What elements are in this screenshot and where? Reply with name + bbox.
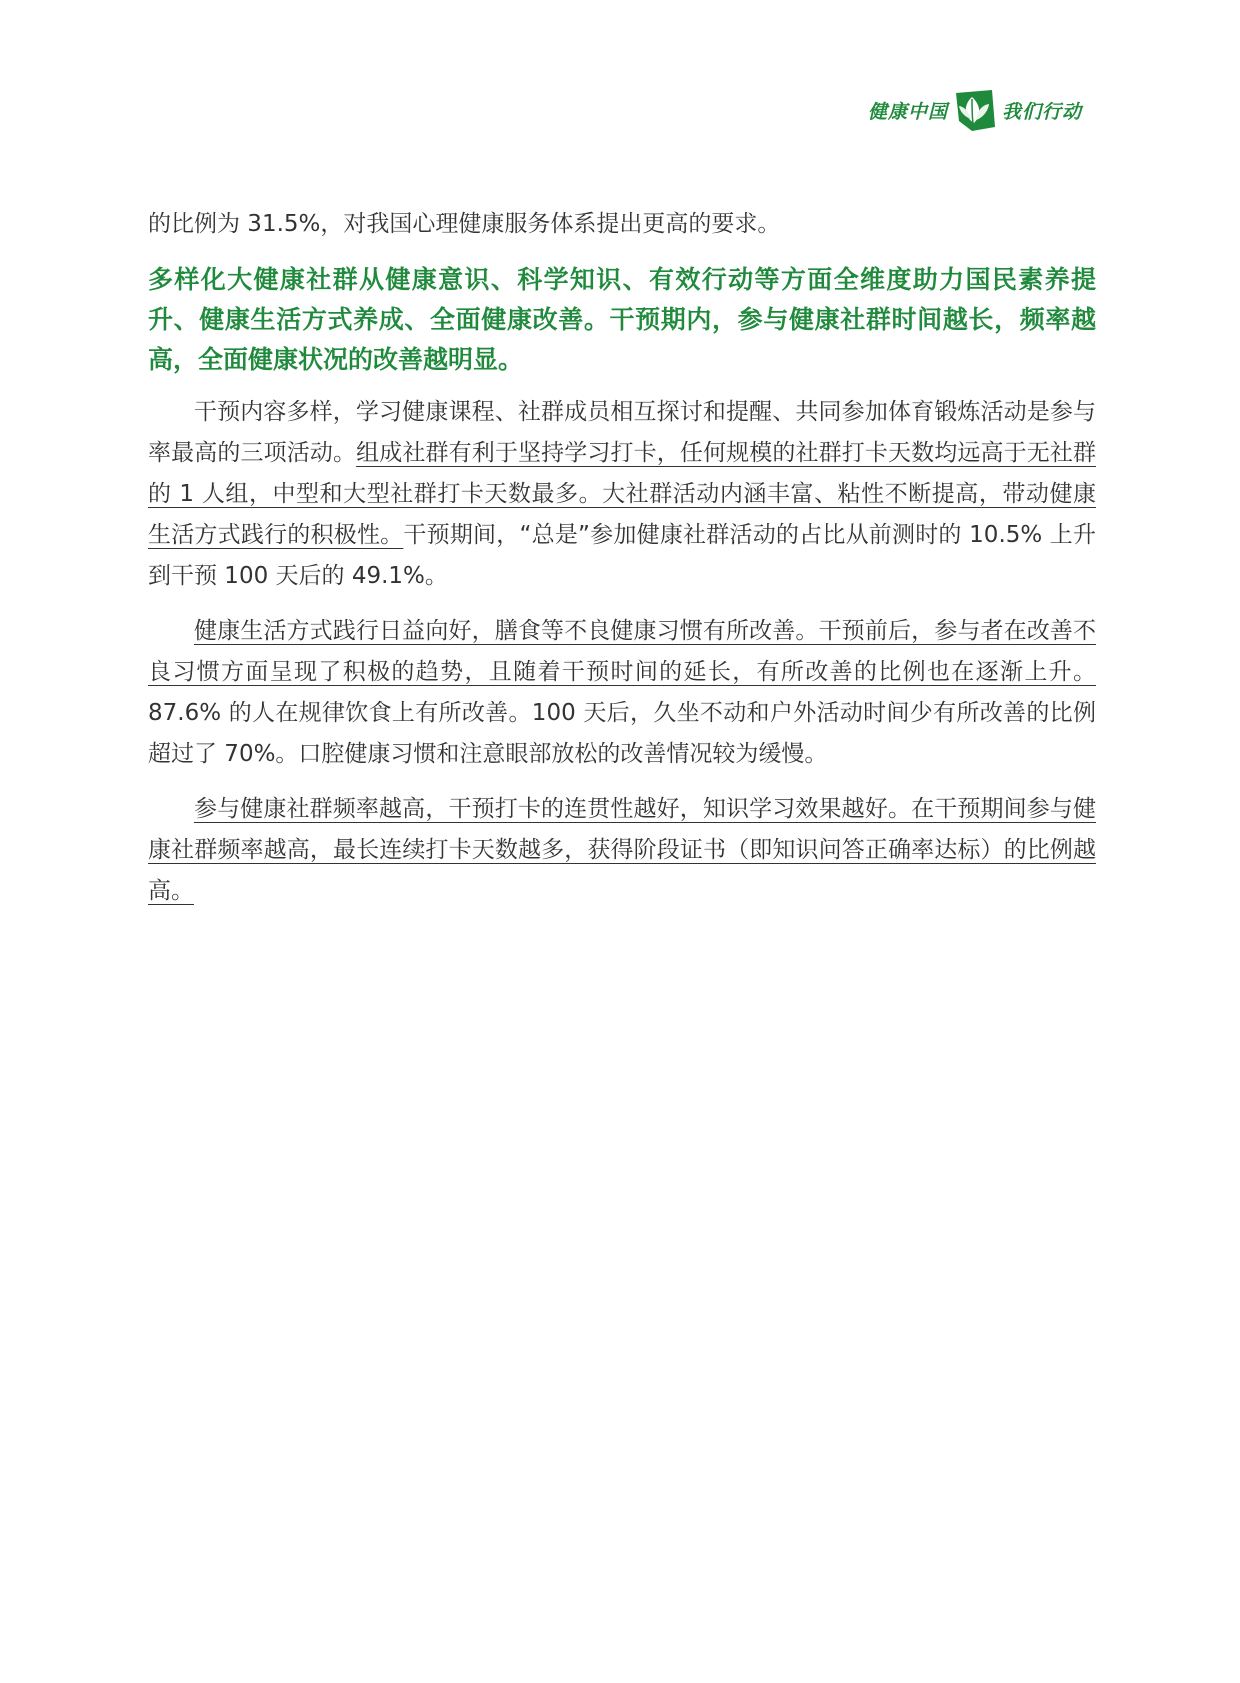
paragraph-lifestyle [148,611,1096,775]
paragraph-activities [148,392,1096,597]
logo-text-right: 我们行动 [1002,100,1083,123]
header-logo [868,86,1098,134]
leaf-icon [952,87,998,133]
section-headline: 多样化大健康社群从健康意识、科学知识、有效行动等方面全维度助力国民素养提升、健康生活方式养成、全面健康改善。干预期内，参与健康社群时间越长，频率越高，全面健康状况的改善越明显。 [148,265,1096,374]
paragraph-frequency-underlined: 参与健康社群频率越高，干预打卡的连贯性越好，知识学习效果越好。在干预期间参与健康社群频率越高，最长连续打卡天数越多，获得阶段证书（即知识问答正确率达标）的比例越高。 [148,796,1096,904]
paragraph-lifestyle-plain: 87.6% 的人在规律饮食上有所改善。100 天后，久坐不动和户外活动时间少有所改善的比例超过了 70%。口腔健康习惯和注意眼部放松的改善情况较为缓慢。 [148,700,1096,767]
paragraph-intro: 的比例为 31.5%，对我国心理健康服务体系提出更高的要求。 [148,211,781,237]
paragraph-activities-plain-c: 干预期间，“总是”参加健康社群活动的占比从前测时的 10.5% 上升到干预 100 天后的 49.1%。 [148,522,1096,589]
paragraph-lifestyle-underlined: 健康生活方式践行日益向好，膳食等不良健康习惯有所改善。干预前后，参与者在改善不良习惯方面呈现了积极的趋势，且随着干预时间的延长，有所改善的比例也在逐渐上升。 [148,618,1096,685]
paragraph-activities-underlined: 组成社群有利于坚持学习打卡，任何规模的社群打卡天数均远高于无社群的 1 人组，中型和大型社群打卡天数最多。大社群活动内涵丰富、粘性不断提高，带动健康生活方式践行的积极性。 [148,440,1096,548]
paragraph-activities-plain-a: 干预内容多样，学习健康课程、社群成员相互探讨和提醒、共同参加体育锻炼活动是参与率最高的三项活动。 [148,399,1096,466]
paragraph-frequency [148,789,1096,912]
document-body [148,204,1096,926]
logo-text-left: 健康中国 [868,100,949,123]
